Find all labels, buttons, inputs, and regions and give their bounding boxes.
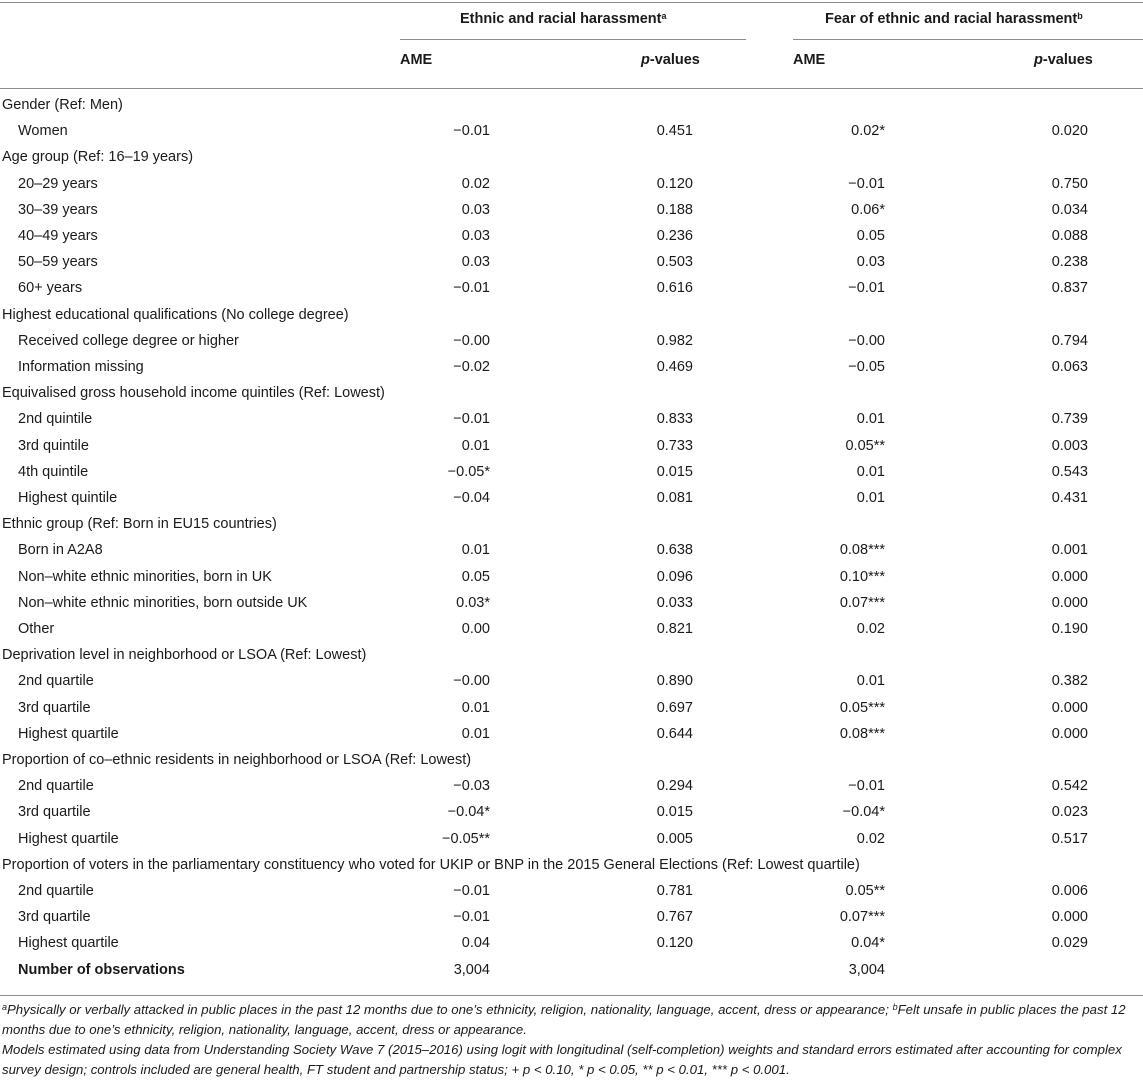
- row-label: Other: [18, 621, 55, 637]
- cell-ame1: −0.01: [453, 123, 490, 140]
- cell-ame1: −0.00: [453, 673, 490, 690]
- footnote-ab: $^a$Physically or verbally attacked in public places in the past 12 months due to one’s ethnicity, religion, nationality, language, accent, dress or appearance; $^b$Felt unsafe in public places the past 12 months due to one’s ethnicity, religion, nationality, language, accent, dress or appearance.: [2, 1002, 1126, 1037]
- cell-p2: 0.750: [1051, 175, 1088, 192]
- cell-p2: 0.000: [1051, 909, 1088, 926]
- cell-ame1: −0.04*: [447, 804, 490, 821]
- row-label: 2nd quintile: [18, 411, 93, 428]
- cell-ame1: −0.03: [453, 778, 490, 795]
- cell-ame2: 0.02: [856, 830, 885, 847]
- cell-p1: 0.081: [656, 490, 693, 506]
- cell-p2: 0.029: [1051, 935, 1088, 952]
- cell-ame2: 0.03: [856, 254, 885, 271]
- group-header-fear: Fear of ethnic and racial harassment$^b$: [825, 11, 1083, 27]
- top-rule: [0, 2, 1143, 3]
- row-label: Highest quartile: [18, 830, 119, 847]
- row-label: 2nd quartile: [18, 673, 94, 690]
- cell-ame1: −0.01: [453, 280, 490, 297]
- row-label: 40–49 years: [18, 228, 98, 244]
- row-label: 4th quintile: [18, 463, 89, 480]
- cell-p1: 0.616: [656, 280, 693, 297]
- row-label: Information missing: [18, 359, 144, 375]
- cell-p2: 0.000: [1051, 699, 1088, 716]
- row-label: Highest quartile: [18, 935, 119, 952]
- row-label: 2nd quartile: [18, 883, 94, 899]
- cell-p2: 0.088: [1051, 228, 1088, 244]
- cell-ame2: 0.01: [856, 490, 885, 506]
- cell-p2: 0.382: [1051, 673, 1088, 690]
- row-label: Non–white ethnic minorities, born outside UK: [18, 594, 308, 611]
- cell-ame2: 0.01: [856, 411, 885, 428]
- cell-ame2: 0.07***: [839, 594, 885, 611]
- cell-ame2: −0.01: [848, 778, 885, 795]
- cell-ame2: 0.05: [856, 228, 885, 244]
- row-label: Born in A2A8: [18, 542, 103, 559]
- cell-ame2: 0.05**: [845, 883, 885, 899]
- cell-p1: 0.451: [656, 123, 693, 140]
- row-label: Number of observations: [18, 961, 185, 978]
- cell-p2: 0.542: [1051, 778, 1088, 795]
- cell-p2: 0.023: [1051, 804, 1088, 821]
- header-bottom-rule: [0, 88, 1143, 89]
- row-group-label: Ethnic group (Ref: Born in EU15 countries): [2, 516, 277, 533]
- cell-p2: 0.034: [1051, 201, 1088, 218]
- cell-p1: 0.638: [656, 542, 693, 559]
- cell-ame1: 0.01: [461, 699, 490, 716]
- cell-p2: 0.006: [1051, 883, 1088, 899]
- cell-p1: 0.188: [656, 201, 693, 218]
- cell-ame1: 0.01: [461, 542, 490, 559]
- cell-p1: 0.294: [656, 778, 693, 795]
- row-label: Women: [18, 123, 68, 140]
- cell-ame2: 0.02*: [851, 123, 885, 140]
- cell-ame2: 0.01: [856, 673, 885, 690]
- cell-ame1: −0.01: [453, 909, 490, 926]
- row-label: 50–59 years: [18, 254, 98, 271]
- cell-p1: 0.096: [656, 568, 693, 585]
- cell-ame2: −0.00: [848, 332, 885, 349]
- cell-ame2: 0.08***: [839, 542, 885, 559]
- cell-p2: 0.020: [1051, 123, 1088, 140]
- cell-ame2: 0.04*: [851, 935, 885, 952]
- cell-p1: 0.503: [656, 254, 693, 271]
- cell-p1: 0.767: [656, 909, 693, 926]
- cell-ame2: 0.08***: [839, 725, 885, 742]
- cell-p1: 0.833: [656, 411, 693, 428]
- cell-ame1: 0.01: [461, 437, 490, 454]
- cell-p1: 0.236: [656, 228, 693, 244]
- cell-p2: 0.003: [1051, 437, 1088, 454]
- cell-p1: 0.821: [656, 621, 693, 637]
- cell-ame1: 0.03*: [456, 594, 490, 611]
- cell-ame1: −0.04: [453, 490, 490, 506]
- group-rule-1: [400, 39, 746, 40]
- cell-p1: 0.033: [656, 594, 693, 611]
- row-label: 3rd quartile: [18, 699, 91, 716]
- cell-p2: 0.238: [1051, 254, 1088, 271]
- row-label: 60+ years: [18, 280, 83, 297]
- row-label: Highest quartile: [18, 725, 119, 742]
- row-group-label: Highest educational qualifications (No college degree): [2, 306, 349, 323]
- cell-p2: 0.063: [1051, 359, 1088, 375]
- row-label: 3rd quartile: [18, 909, 91, 926]
- cell-ame1: −0.00: [453, 332, 490, 349]
- cell-ame1: 0.02: [461, 175, 490, 192]
- cell-ame2: 0.05**: [845, 437, 885, 454]
- row-label: Non–white ethnic minorities, born in UK: [18, 568, 272, 585]
- cell-p2: 0.794: [1051, 332, 1088, 349]
- cell-p2: 0.517: [1051, 830, 1088, 847]
- cell-p1: 0.120: [656, 175, 693, 192]
- group-rule-2: [793, 39, 1143, 40]
- row-group-label: Equivalised gross household income quintiles (Ref: Lowest): [2, 385, 385, 402]
- row-group-label: Deprivation level in neighborhood or LSOA (Ref: Lowest): [2, 647, 367, 664]
- cell-p2: 0.001: [1051, 542, 1088, 559]
- cell-ame1: −0.01: [453, 411, 490, 428]
- group-header-harassment: Ethnic and racial harassment$^a$: [460, 11, 667, 27]
- cell-ame1: 3,004: [453, 961, 490, 978]
- cell-ame2: −0.05: [848, 359, 885, 375]
- row-group-label: Gender (Ref: Men): [2, 97, 123, 113]
- row-label: 20–29 years: [18, 175, 98, 192]
- cell-ame1: 0.03: [461, 254, 490, 271]
- cell-ame1: −0.05*: [447, 463, 490, 480]
- cell-p1: 0.781: [656, 883, 693, 899]
- cell-p2: 0.431: [1051, 490, 1088, 506]
- cell-ame2: 0.07***: [839, 909, 885, 926]
- cell-p1: 0.644: [656, 725, 693, 742]
- cell-ame2: 0.06*: [851, 201, 885, 218]
- row-label: Received college degree or higher: [18, 332, 239, 349]
- cell-p2: 0.000: [1051, 568, 1088, 585]
- col-header-pvalues-2: p-values: [1034, 52, 1093, 68]
- cell-p1: 0.005: [656, 830, 693, 847]
- cell-ame1: −0.02: [453, 359, 490, 375]
- cell-ame2: −0.04*: [842, 804, 885, 821]
- row-label: Highest quintile: [18, 490, 118, 506]
- cell-ame1: −0.01: [453, 883, 490, 899]
- cell-ame2: −0.01: [848, 175, 885, 192]
- col-header-ame-1: AME: [400, 52, 433, 68]
- cell-ame1: 0.03: [461, 228, 490, 244]
- row-label: 2nd quartile: [18, 778, 94, 795]
- cell-p2: 0.000: [1051, 725, 1088, 742]
- footnote-models: Models estimated using data from Understanding Society Wave 7 (2015–2016) using logit with longitudinal (self-completion) weights and standard errors estimated after accounting for complex survey design; controls included are general health, FT student and partnership status; + p < 0.10, * p < 0.05, ** p < 0.01, *** p < 0.001.: [2, 1042, 1122, 1077]
- cell-p2: 0.190: [1051, 621, 1088, 637]
- cell-p1: 0.015: [656, 804, 693, 821]
- row-group-label: Age group (Ref: 16–19 years): [2, 149, 194, 166]
- cell-ame1: 0.05: [461, 568, 490, 585]
- cell-p1: 0.120: [656, 935, 693, 952]
- cell-ame2: 0.02: [856, 621, 885, 637]
- row-group-label: Proportion of voters in the parliamentary constituency who voted for UKIP or BNP in the 2015 General Elections (Ref: Lowest quartile): [2, 856, 860, 873]
- cell-p1: 0.982: [656, 332, 693, 349]
- cell-p1: 0.469: [656, 359, 693, 375]
- table-bottom-rule: [0, 995, 1143, 996]
- col-header-ame-2: AME: [793, 52, 826, 68]
- row-group-label: Proportion of co–ethnic residents in neighborhood or LSOA (Ref: Lowest): [2, 752, 472, 768]
- cell-p1: 0.890: [656, 673, 693, 690]
- cell-ame2: 0.01: [856, 463, 885, 480]
- cell-p2: 0.837: [1051, 280, 1088, 297]
- cell-ame2: 0.05***: [839, 699, 885, 716]
- cell-ame1: −0.05**: [442, 830, 490, 847]
- cell-ame2: 3,004: [848, 961, 885, 978]
- cell-ame2: −0.01: [848, 280, 885, 297]
- cell-p2: 0.739: [1051, 411, 1088, 428]
- cell-ame2: 0.10***: [839, 568, 885, 585]
- cell-p1: 0.697: [656, 699, 693, 716]
- cell-p2: 0.543: [1051, 463, 1088, 480]
- cell-p1: 0.015: [656, 463, 693, 480]
- cell-ame1: 0.01: [461, 725, 490, 742]
- cell-p1: 0.733: [656, 437, 693, 454]
- cell-ame1: 0.04: [461, 935, 490, 952]
- cell-p2: 0.000: [1051, 594, 1088, 611]
- cell-ame1: 0.00: [461, 621, 490, 637]
- col-header-pvalues-1: p-values: [641, 52, 700, 68]
- cell-ame1: 0.03: [461, 201, 490, 218]
- row-label: 3rd quintile: [18, 437, 89, 454]
- row-label: 3rd quartile: [18, 804, 91, 821]
- row-label: 30–39 years: [18, 201, 98, 218]
